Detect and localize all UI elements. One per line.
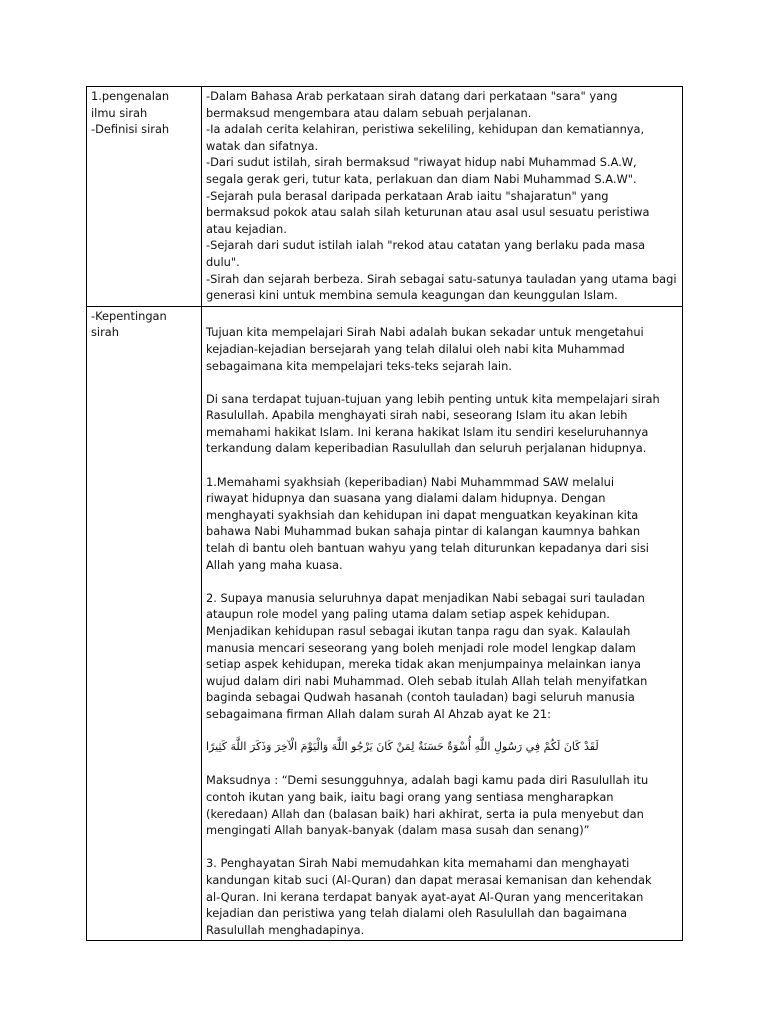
text-line: mengingati Allah banyak-banyak (dalam masa susah dan senang)” xyxy=(206,823,590,838)
text-line: memahami hakikat Islam. Ini kerana hakikat Islam itu sendiri keseluruhannya xyxy=(206,424,649,439)
paragraph-point-1 xyxy=(206,474,678,574)
text-line: -Ia adalah cerita kelahiran, peristiwa sekeliling, kehidupan dan kematiannya, xyxy=(206,122,645,137)
text-line: baginda sebagai Qudwah hasanah (contoh tauladan) bagi seluruh manusia xyxy=(206,690,635,705)
text-line: ataupun role model yang paling utama dalam setiap aspek kehidupan. xyxy=(206,607,610,622)
row-content-cell xyxy=(202,87,683,307)
text-line: 1.Memahami syakhsiah (keperibadian) Nabi Muhammmad SAW melalui xyxy=(206,474,615,489)
text-line: kandungan kitab suci (Al-Quran) dan dapat merasai kemanisan dan kehendak xyxy=(206,872,652,887)
text-line: Di sana terdapat tujuan-tujuan yang lebih penting untuk kita mempelajari sirah xyxy=(206,391,660,406)
blank-line xyxy=(206,308,678,325)
row-label-cell xyxy=(87,306,202,941)
text-line: bermaksud mengembara atau dalam sebuah perjalanan. xyxy=(206,105,532,120)
paragraph-point-3 xyxy=(206,855,678,938)
text-line: Maksudnya : “Demi sesungguhnya, adalah bagi kamu pada diri Rasulullah itu xyxy=(206,773,649,788)
arabic-verse: لَقَدْ كَانَ لَكُمْ فِي رَسُولِ اللَّهِ أُسْوَةٌ حَسَنَةٌ لِمَنْ كَانَ يَرْجُو اللَّهَ وَالْيَوْمَ الْآخِرَ وَذَكَرَ اللَّهَ كَثِيرًا xyxy=(206,740,599,754)
row-label-cell xyxy=(87,87,202,307)
paragraph-point-2 xyxy=(206,590,678,723)
row-content-cell xyxy=(202,306,683,941)
text-line: generasi kini untuk membina semula keagungan dan keunggulan Islam. xyxy=(206,288,618,303)
text-line: sebagaimana kita mempelajari teks-teks sejarah lain. xyxy=(206,358,512,373)
text-line: Rasulullah menghadapinya. xyxy=(206,922,365,937)
text-line: -Dalam Bahasa Arab perkataan sirah datang dari perkataan "sara" yang xyxy=(206,89,618,103)
text-line: terkandung dalam keperibadian Rasulullah dan seluruh perjalanan hidupnya. xyxy=(206,441,647,456)
text-line: sebagaimana firman Allah dalam surah Al Ahzab ayat ke 21: xyxy=(206,706,552,721)
paragraph-tujuan xyxy=(206,324,678,374)
text-line: setiap aspek kehidupan, mereka tidak akan menjumpainya melainkan ianya xyxy=(206,657,641,672)
text-line: telah di bantu oleh bantuan wahyu yang telah diturunkan kepadanya dari sisi xyxy=(206,541,649,556)
text-line: contoh ikutan yang baik, iaitu bagi orang yang sentiasa mengharapkan xyxy=(206,789,614,804)
text-line: wujud dalam diri nabi Muhammad. Oleh sebab itulah Allah telah menyifatkan xyxy=(206,673,648,688)
text-line: menghayati syakhsiah dan kehidupan ini dapat menguatkan keyakinan kita xyxy=(206,507,639,522)
text-line: watak dan sifatnya. xyxy=(206,138,319,153)
text-line: atau kejadian. xyxy=(206,221,287,236)
text-line: -Sejarah dari sudut istilah ialah "rekod atau catatan yang berlaku pada masa xyxy=(206,238,646,253)
text-line: Allah yang maha kuasa. xyxy=(206,557,343,572)
row-label-line: 1.pengenalan xyxy=(91,89,170,103)
text-line: (keredaan) Allah dan (balasan baik) hari akhirat, serta ia pula menyebut dan xyxy=(206,806,644,821)
text-line: kejadian-kejadian bersejarah yang telah dilalui oleh nabi kita Muhammad xyxy=(206,341,625,356)
text-line: kejadian dan peristiwa yang telah dialami oleh Rasulullah dan bagaimana xyxy=(206,906,628,921)
table-row-kepentingan xyxy=(87,306,683,941)
text-line: 3. Penghayatan Sirah Nabi memudahkan kita memahami dan menghayati xyxy=(206,856,630,871)
text-line: riwayat hidupnya dan suasana yang dialami dalam hidupnya. Dengan xyxy=(206,491,606,506)
text-line: bahawa Nabi Muhammad bukan sahaja pintar di kalangan kaumnya bahkan xyxy=(206,524,641,539)
text-line: -Dari sudut istilah, sirah bermaksud "riwayat hidup nabi Muhammad S.A.W, xyxy=(206,155,637,170)
table-row-definisi xyxy=(87,87,683,307)
text-line: dulu". xyxy=(206,254,240,269)
paragraph-maksudnya xyxy=(206,772,678,838)
paragraph-hakikat xyxy=(206,391,678,457)
notes-table xyxy=(86,86,683,941)
text-line: Tujuan kita mempelajari Sirah Nabi adalah bukan sekadar untuk mengetahui xyxy=(206,325,644,340)
row-label-line: -Definisi sirah xyxy=(91,122,170,137)
text-line: bermaksud pokok atau salah silah keturunan atau asal usul sesuatu peristiwa xyxy=(206,205,650,220)
row-label-line: ilmu sirah xyxy=(91,105,148,120)
text-line: -Sejarah pula berasal daripada perkataan Arab iaitu "shajaratun" yang xyxy=(206,188,609,203)
text-line: -Sirah dan sejarah berbeza. Sirah sebagai satu-satunya tauladan yang utama bagi xyxy=(206,271,677,286)
text-line: Rasulullah. Apabila menghayati sirah nabi, seseorang Islam itu akan lebih xyxy=(206,408,628,423)
text-line: manusia mencari seseorang yang boleh menjadi role model lengkap dalam xyxy=(206,640,636,655)
text-line: Menjadikan kehidupan rasul sebagai ikutan tanpa ragu dan syak. Kalaulah xyxy=(206,624,631,638)
text-line: segala gerak geri, tutur kata, perlakuan dan diam Nabi Muhammad S.A.W". xyxy=(206,171,637,186)
text-line: al-Quran. Ini kerana terdapat banyak ayat-ayat Al-Quran yang menceritakan xyxy=(206,889,644,904)
row-label-line: sirah xyxy=(91,325,119,340)
text-line: 2. Supaya manusia seluruhnya dapat menjadikan Nabi sebagai suri tauladan xyxy=(206,590,645,605)
row-label-line: -Kepentingan xyxy=(91,308,167,323)
